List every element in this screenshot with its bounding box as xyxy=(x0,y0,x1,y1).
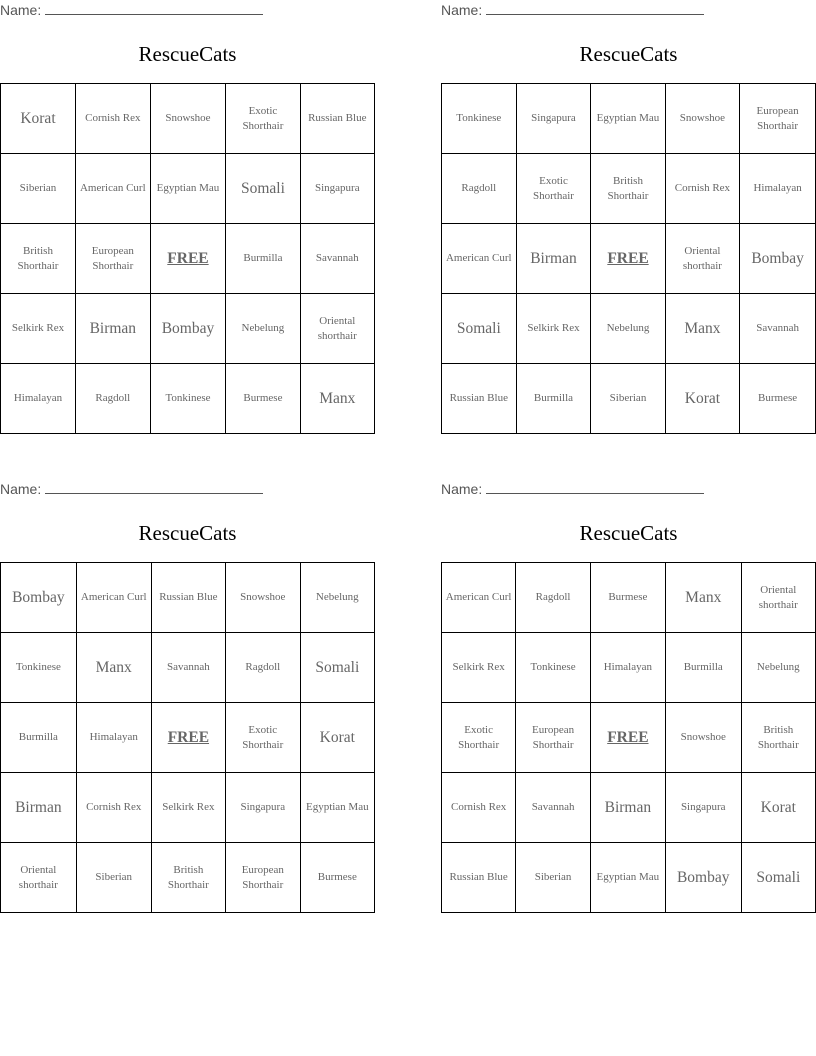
bingo-cell[interactable]: Savannah xyxy=(300,224,374,294)
name-line xyxy=(441,2,704,20)
bingo-cell[interactable]: Himalayan xyxy=(1,364,76,434)
bingo-cell[interactable]: Snowshoe xyxy=(665,703,741,773)
bingo-cell[interactable]: Korat xyxy=(300,703,374,773)
free-space[interactable]: FREE xyxy=(590,703,665,773)
bingo-cell[interactable]: Ragdoll xyxy=(516,563,591,633)
bingo-cell[interactable]: Egyptian Mau xyxy=(300,773,374,843)
bingo-cell[interactable]: Snowshoe xyxy=(665,84,740,154)
bingo-cell[interactable]: Nebelung xyxy=(300,563,374,633)
bingo-cell[interactable]: Cornish Rex xyxy=(665,154,740,224)
bingo-cell[interactable]: Oriental shorthair xyxy=(300,294,374,364)
bingo-cell[interactable]: Manx xyxy=(665,294,740,364)
grid-row xyxy=(1,364,375,434)
name-label: Name: xyxy=(441,481,483,497)
bingo-cell[interactable]: Tonkinese xyxy=(516,633,591,703)
grid-row xyxy=(442,773,816,843)
name-blank[interactable] xyxy=(45,481,263,494)
bingo-cell[interactable]: American Curl xyxy=(442,224,517,294)
bingo-grid xyxy=(441,562,816,913)
bingo-cell[interactable]: Burmese xyxy=(226,364,300,434)
bingo-cell[interactable]: Burmilla xyxy=(226,224,300,294)
grid-row xyxy=(442,224,816,294)
grid-row xyxy=(1,294,375,364)
bingo-cell[interactable]: Nebelung xyxy=(741,633,815,703)
bingo-cell[interactable]: Cornish Rex xyxy=(75,84,150,154)
bingo-cell[interactable]: Burmilla xyxy=(665,633,741,703)
name-label: Name: xyxy=(0,2,42,18)
card-title: RescueCats xyxy=(579,42,678,66)
card-title: RescueCats xyxy=(138,521,237,545)
bingo-cell[interactable]: Singapura xyxy=(665,773,741,843)
bingo-cell[interactable]: Selkirk Rex xyxy=(442,633,516,703)
grid-row xyxy=(442,294,816,364)
name-blank[interactable] xyxy=(45,2,263,15)
bingo-cell[interactable]: European Shorthair xyxy=(225,843,300,913)
bingo-cell[interactable]: British Shorthair xyxy=(151,843,225,913)
card-title: RescueCats xyxy=(138,42,237,66)
bingo-cell[interactable]: Siberian xyxy=(591,364,665,434)
bingo-cell[interactable]: Savannah xyxy=(151,633,225,703)
bingo-cell[interactable]: American Curl xyxy=(75,154,150,224)
bingo-cell[interactable]: Himalayan xyxy=(590,633,665,703)
bingo-cell[interactable]: Burmese xyxy=(300,843,374,913)
bingo-cell[interactable]: Tonkinese xyxy=(1,633,77,703)
grid-row xyxy=(442,84,816,154)
bingo-cell[interactable]: Egyptian Mau xyxy=(590,843,665,913)
bingo-cell[interactable]: Burmilla xyxy=(1,703,77,773)
bingo-cell[interactable]: Russian Blue xyxy=(442,843,516,913)
bingo-cell[interactable]: Nebelung xyxy=(591,294,665,364)
bingo-cell[interactable]: Birman xyxy=(516,224,591,294)
grid-row xyxy=(442,154,816,224)
bingo-cell[interactable]: Ragdoll xyxy=(225,633,300,703)
bingo-cell[interactable]: Somali xyxy=(226,154,300,224)
grid-row xyxy=(1,224,375,294)
bingo-cell[interactable]: Korat xyxy=(741,773,815,843)
bingo-cell[interactable]: Himalayan xyxy=(740,154,816,224)
grid-row xyxy=(1,633,375,703)
grid-row xyxy=(1,84,375,154)
bingo-cell[interactable]: Birman xyxy=(590,773,665,843)
bingo-cell[interactable]: Ragdoll xyxy=(442,154,517,224)
bingo-cell[interactable]: Tonkinese xyxy=(150,364,226,434)
bingo-cell[interactable]: Cornish Rex xyxy=(442,773,516,843)
bingo-cell[interactable]: Siberian xyxy=(516,843,591,913)
grid-row xyxy=(442,563,816,633)
bingo-cell[interactable]: Tonkinese xyxy=(442,84,517,154)
bingo-cell[interactable]: Egyptian Mau xyxy=(150,154,226,224)
grid-row xyxy=(1,563,375,633)
bingo-cell[interactable]: Korat xyxy=(665,364,740,434)
bingo-cell[interactable]: European Shorthair xyxy=(740,84,816,154)
grid-row xyxy=(1,154,375,224)
bingo-cell[interactable]: Selkirk Rex xyxy=(151,773,225,843)
bingo-cell[interactable]: Oriental shorthair xyxy=(741,563,815,633)
bingo-cell[interactable]: Singapura xyxy=(225,773,300,843)
bingo-cell[interactable]: Somali xyxy=(300,633,374,703)
bingo-cell[interactable]: Russian Blue xyxy=(151,563,225,633)
bingo-cell[interactable]: Russian Blue xyxy=(442,364,517,434)
bingo-cell[interactable]: Bombay xyxy=(1,563,77,633)
grid-row xyxy=(442,364,816,434)
bingo-cell[interactable]: Russian Blue xyxy=(300,84,374,154)
bingo-cell[interactable]: Bombay xyxy=(740,224,816,294)
bingo-cell[interactable]: Bombay xyxy=(665,843,741,913)
free-space[interactable]: FREE xyxy=(150,224,226,294)
bingo-cell[interactable]: European Shorthair xyxy=(516,703,591,773)
bingo-cell[interactable]: European Shorthair xyxy=(75,224,150,294)
bingo-cell[interactable]: Siberian xyxy=(1,154,76,224)
name-label: Name: xyxy=(0,481,42,497)
bingo-grid xyxy=(0,562,375,913)
bingo-cell[interactable]: Snowshoe xyxy=(150,84,226,154)
grid-row xyxy=(442,633,816,703)
bingo-cell[interactable]: Ragdoll xyxy=(75,364,150,434)
grid-row xyxy=(1,773,375,843)
bingo-cell[interactable]: Savannah xyxy=(516,773,591,843)
name-line xyxy=(441,481,704,499)
bingo-cell[interactable]: Singapura xyxy=(300,154,374,224)
card-title: RescueCats xyxy=(579,521,678,545)
bingo-cell[interactable]: Oriental shorthair xyxy=(1,843,77,913)
bingo-cell[interactable]: Selkirk Rex xyxy=(1,294,76,364)
bingo-cell[interactable]: Birman xyxy=(1,773,77,843)
free-space[interactable]: FREE xyxy=(151,703,225,773)
bingo-cell[interactable]: Siberian xyxy=(76,843,151,913)
bingo-cell[interactable]: Exotic Shorthair xyxy=(516,154,591,224)
bingo-cell[interactable]: Burmese xyxy=(740,364,816,434)
grid-row xyxy=(1,843,375,913)
bingo-cell[interactable]: Singapura xyxy=(516,84,591,154)
bingo-cell[interactable]: Birman xyxy=(75,294,150,364)
free-space[interactable]: FREE xyxy=(591,224,665,294)
bingo-cell[interactable]: Somali xyxy=(442,294,517,364)
bingo-cell[interactable]: Bombay xyxy=(150,294,226,364)
bingo-cell[interactable]: Snowshoe xyxy=(225,563,300,633)
bingo-cell[interactable]: Savannah xyxy=(740,294,816,364)
bingo-cell[interactable]: Burmilla xyxy=(516,364,591,434)
bingo-cell[interactable]: Selkirk Rex xyxy=(516,294,591,364)
name-blank[interactable] xyxy=(486,481,704,494)
bingo-cell[interactable]: American Curl xyxy=(442,563,516,633)
bingo-cell[interactable]: Himalayan xyxy=(76,703,151,773)
bingo-cell[interactable]: Exotic Shorthair xyxy=(226,84,300,154)
grid-row xyxy=(1,703,375,773)
bingo-cell[interactable]: British Shorthair xyxy=(741,703,815,773)
bingo-cell[interactable]: Manx xyxy=(300,364,374,434)
name-line xyxy=(0,481,263,499)
bingo-cell[interactable]: Manx xyxy=(76,633,151,703)
bingo-cell[interactable]: British Shorthair xyxy=(1,224,76,294)
bingo-grid xyxy=(0,83,375,434)
grid-row xyxy=(442,843,816,913)
name-line xyxy=(0,2,263,20)
bingo-cell[interactable]: Egyptian Mau xyxy=(591,84,665,154)
bingo-cell[interactable]: Burmese xyxy=(590,563,665,633)
bingo-cell[interactable]: Oriental shorthair xyxy=(665,224,740,294)
name-label: Name: xyxy=(441,2,483,18)
bingo-cell[interactable]: Exotic Shorthair xyxy=(442,703,516,773)
name-blank[interactable] xyxy=(486,2,704,15)
bingo-cell[interactable]: British Shorthair xyxy=(591,154,665,224)
bingo-cell[interactable]: American Curl xyxy=(76,563,151,633)
bingo-grid xyxy=(441,83,816,434)
bingo-cell[interactable]: Nebelung xyxy=(226,294,300,364)
bingo-cell[interactable]: Cornish Rex xyxy=(76,773,151,843)
bingo-cell[interactable]: Korat xyxy=(1,84,76,154)
grid-row xyxy=(442,703,816,773)
bingo-cell[interactable]: Somali xyxy=(741,843,815,913)
bingo-cell[interactable]: Manx xyxy=(665,563,741,633)
bingo-cell[interactable]: Exotic Shorthair xyxy=(225,703,300,773)
